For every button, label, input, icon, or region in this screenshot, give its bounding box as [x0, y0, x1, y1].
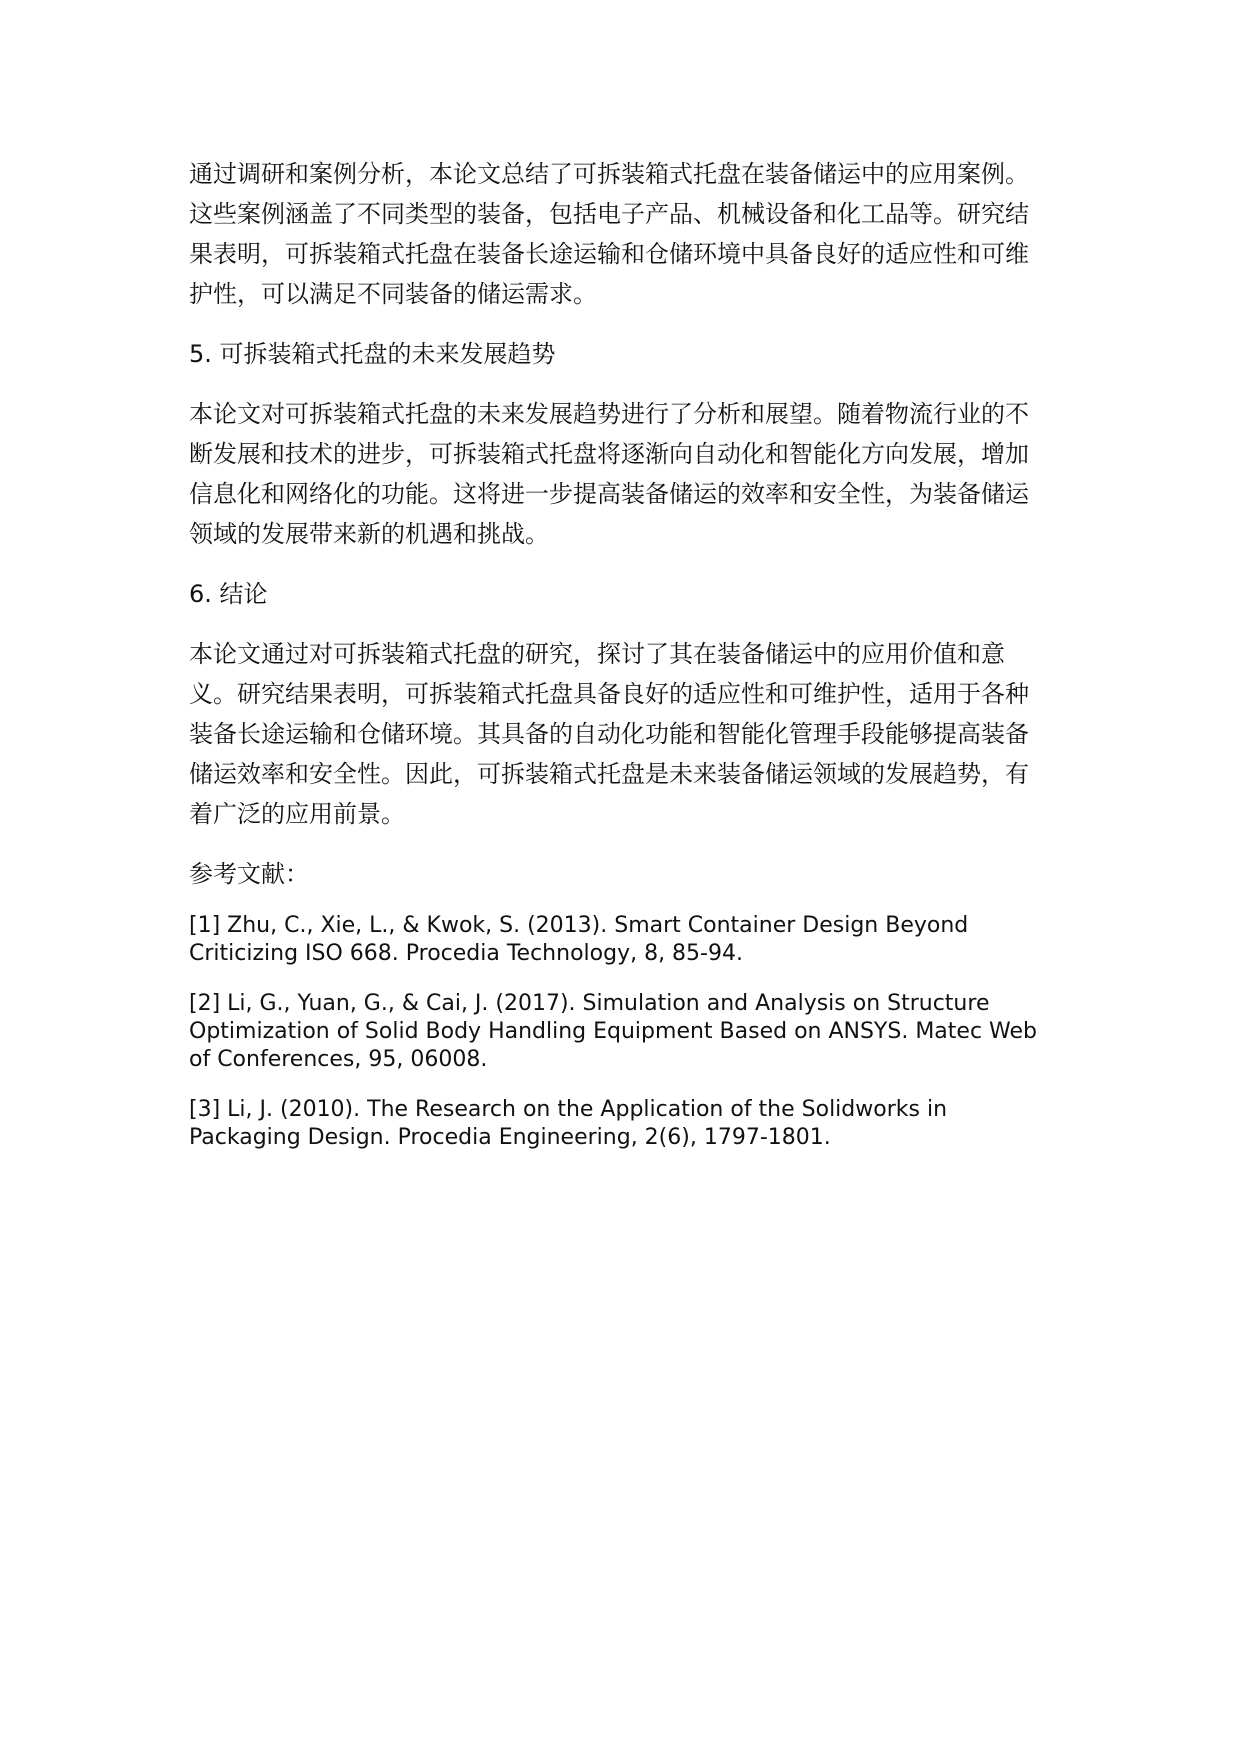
reference-item: [1] Zhu, C., Xie, L., & Kwok, S. (2013). Smart Container Design Beyond Criticizing ISO 668. Procedia Technology, 8, 85-94.	[189, 913, 969, 966]
references-label: 参考文献：	[189, 860, 309, 888]
section-6-body: 本论文通过对可拆装箱式托盘的研究，探讨了其在装备储运中的应用价值和意义。研究结果表明，可拆装箱式托盘具备良好的适应性和可维护性，适用于各种装备长途运输和仓储环境。其具备的自动化功能和智能化管理手段能够提高装备储运效率和安全性。因此，可拆装箱式托盘是未来装备储运领域的发展趋势，有着广泛的应用前景。	[189, 640, 1029, 828]
reference-item: [2] Li, G., Yuan, G., & Cai, J. (2017). Simulation and Analysis on Structure Optimization of Solid Body Handling Equipment Based on ANSYS. Matec Web of Conferences, 95, 06008.	[189, 991, 1037, 1072]
paragraph-case-analysis: 通过调研和案例分析，本论文总结了可拆装箱式托盘在装备储运中的应用案例。这些案例涵盖了不同类型的装备，包括电子产品、机械设备和化工品等。研究结果表明，可拆装箱式托盘在装备长途运输和仓储环境中具备良好的适应性和可维护性，可以满足不同装备的储运需求。	[189, 160, 1029, 308]
section-5-body: 本论文对可拆装箱式托盘的未来发展趋势进行了分析和展望。随着物流行业的不断发展和技术的进步，可拆装箱式托盘将逐渐向自动化和智能化方向发展，增加信息化和网络化的功能。这将进一步提高装备储运的效率和安全性，为装备储运领域的发展带来新的机遇和挑战。	[189, 400, 1029, 548]
section-6-heading: 6. 结论	[189, 580, 268, 608]
section-5-heading: 5. 可拆装箱式托盘的未来发展趋势	[189, 340, 556, 368]
reference-item: [3] Li, J. (2010). The Research on the Application of the Solidworks in Packaging Design. Procedia Engineering, 2(6), 1797-1801.	[189, 1097, 948, 1150]
document-body	[189, 154, 1045, 1174]
